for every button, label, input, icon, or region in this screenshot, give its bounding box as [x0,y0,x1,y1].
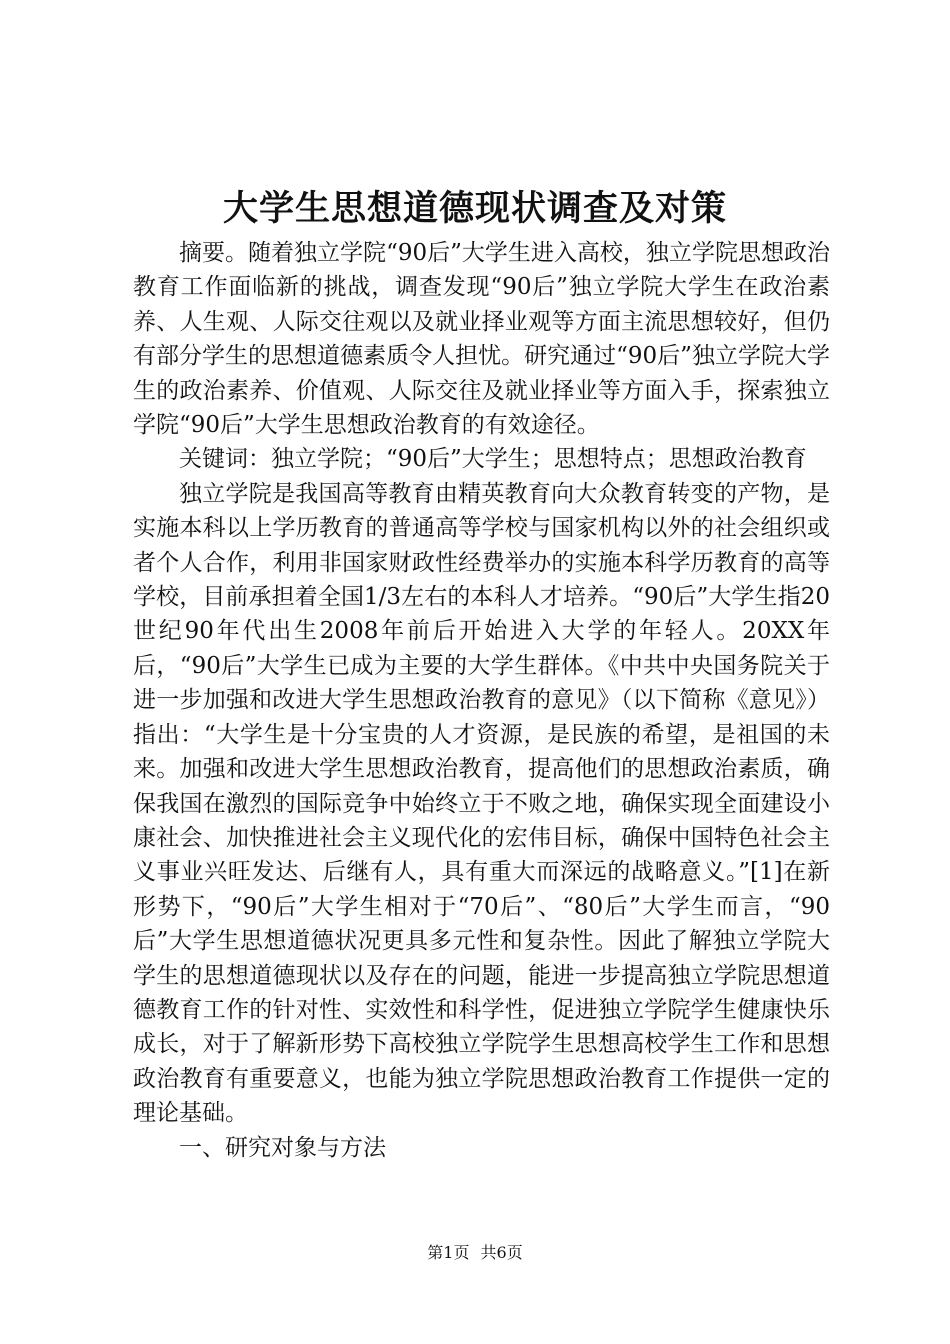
document-body [133,236,830,1165]
section-heading: 一、研究对象与方法 [179,1134,386,1161]
page-total: 共6页 [480,1243,523,1262]
page-number: 第1页 [427,1243,470,1262]
keywords-paragraph: 关键词：独立学院；“90后”大学生；思想特点；思想政治教育 [179,446,807,473]
intro-paragraph: 独立学院是我国高等教育由精英教育向大众教育转变的产物，是实施本科以上学历教育的普通高等学校与国家机构以外的社会组织或者个人合作，利用非国家财政性经费举办的实施本科学历教育的高等学校，目前承担着全国1/3左右的本科人才培养。“90后”大学生指20世纪90年代出生2008年前后开始进入大学的年轻人。20XX年后，“90后”大学生已成为主要的大学生群体。《中共中央国务院关于进一步加强和改进大学生思想政治教育的意见》（以下简称《意见》）指出：“大学生是十分宝贵的人才资源，是民族的希望，是祖国的未来。加强和改进大学生思想政治教育，提高他们的思想政治素质，确保我国在激烈的国际竞争中始终立于不败之地，确保实现全面建设小康社会、加快推进社会主义现代化的宏伟目标，确保中国特色社会主义事业兴旺发达、后继有人，具有重大而深远的战略意义。”[1]在新形势下，“90后”大学生相对于“70后”、“80后”大学生而言，“90后”大学生思想道德状况更具多元性和复杂性。因此了解独立学院大学生的思想道德现状以及存在的问题，能进一步提高独立学院思想道德教育工作的针对性、实效性和科学性，促进独立学院学生健康快乐成长，对于了解新形势下高校独立学院学生思想高校学生工作和思想政治教育有重要意义，也能为独立学院思想政治教育工作提供一定的理论基础。 [133,480,830,1127]
document-title: 大学生思想道德现状调查及对策 [222,188,727,229]
page-footer [0,1242,950,1264]
abstract-paragraph: 摘要。随着独立学院“90后”大学生进入高校，独立学院思想政治教育工作面临新的挑战，调查发现“90后”独立学院大学生在政治素养、人生观、人际交往观以及就业择业观等方面主流思想较好，但仍有部分学生的思想道德素质令人担忧。研究通过“90后”独立学院大学生的政治素养、价值观、人际交往及就业择业等方面入手，探索独立学院“90后”大学生思想政治教育的有效途径。 [133,240,830,439]
